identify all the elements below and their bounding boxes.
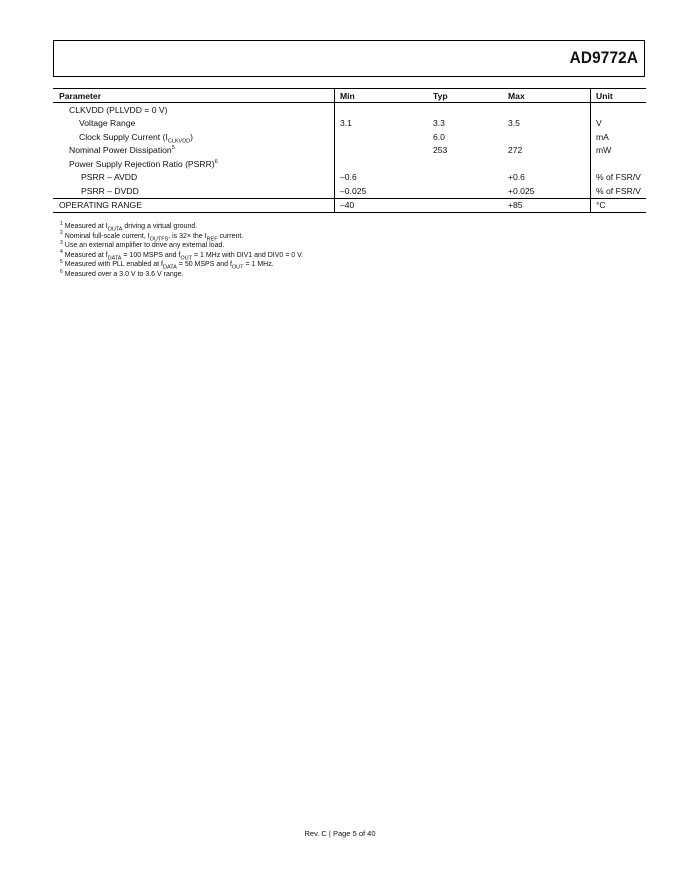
footnote-subscript: OUT (180, 255, 193, 262)
row-typ: 253 (433, 145, 448, 156)
footnote-text: current. (217, 232, 244, 240)
row-typ (428, 157, 503, 171)
footnote-text: Nominal full-scale current, I (64, 232, 150, 240)
footnote-text: Measured over a 3.0 V to 3.6 V range. (64, 270, 184, 278)
footnote-text: = 50 MSPS and f (176, 261, 232, 269)
row-parameter (53, 144, 335, 158)
row-min: –0.025 (340, 185, 367, 196)
parameter-subscript: CLKVDD (167, 138, 191, 145)
row-typ: 3.3 (433, 118, 445, 129)
footnote-text: Measured at I (64, 223, 108, 230)
row-unit: °C (591, 198, 647, 213)
table-row (53, 184, 646, 198)
table-row (53, 198, 646, 213)
row-typ (428, 184, 503, 198)
table-row (53, 171, 646, 185)
footnote-ref: 6 (214, 158, 218, 165)
footnote-text: = 1 MHz. (243, 261, 274, 269)
footnote-ref: 5 (171, 145, 175, 152)
footnote-number: 6 (60, 268, 63, 275)
row-max (503, 130, 591, 144)
column-header-max: Max (503, 89, 591, 103)
footnote-subscript: OUTA (107, 226, 123, 233)
specifications-table (53, 88, 646, 213)
footnote-text: Use an external amplifier to drive any external load. (64, 242, 225, 250)
row-parameter (53, 198, 335, 213)
row-parameter (53, 184, 335, 198)
row-max: 3.5 (503, 117, 591, 131)
footnote-subscript: OUT (231, 264, 244, 271)
row-min: –0.6 (340, 172, 357, 183)
row-max: +0.6 (503, 171, 591, 185)
table-row (53, 130, 646, 144)
footnote-text: , is 32× the I (168, 232, 207, 240)
footnote-text: driving a virtual ground. (122, 223, 198, 230)
row-unit (591, 103, 647, 117)
row-min: –40 (335, 198, 429, 213)
footnote-subscript: OUTFS (149, 235, 169, 242)
row-min (335, 103, 429, 117)
row-unit: % of FSR/V (596, 172, 641, 183)
parameter-text: Voltage Range (79, 118, 136, 129)
row-typ (428, 171, 503, 185)
row-typ: 6.0 (433, 131, 445, 142)
document-header (53, 40, 645, 77)
footnote (60, 222, 303, 232)
table-header-row (53, 89, 646, 103)
row-unit: % of FSR/V (596, 185, 641, 196)
row-parameter (53, 157, 335, 171)
row-parameter (53, 130, 335, 144)
column-header-parameter: Parameter (53, 89, 335, 103)
footnote (60, 270, 303, 280)
parameter-text: CLKVDD (PLLVDD = 0 V) (69, 104, 168, 115)
table-row (53, 144, 646, 158)
parameter-text: PSRR – DVDD (81, 185, 139, 196)
row-unit (591, 157, 647, 171)
footnote-text: = 100 MSPS and f (121, 251, 181, 259)
row-max (503, 157, 591, 171)
row-max: +85 (503, 198, 591, 213)
footnote-number: 4 (60, 249, 63, 256)
column-header-typ: Typ (428, 89, 503, 103)
footnote (60, 251, 303, 261)
row-parameter (53, 117, 335, 131)
footnote (60, 241, 303, 251)
parameter-tail: ) (190, 131, 194, 142)
row-parameter (53, 171, 335, 185)
column-header-min: Min (335, 89, 429, 103)
footnote-subscript: REF (206, 235, 218, 242)
footnote-text: Measured at f (64, 251, 108, 259)
footnotes (60, 222, 303, 280)
footnote-text: Measured with PLL enabled at f (64, 261, 163, 269)
footnote-number: 5 (60, 259, 63, 266)
column-header-unit: Unit (591, 89, 647, 103)
row-unit: mA (596, 131, 609, 142)
footnote (60, 260, 303, 270)
row-parameter (53, 103, 335, 117)
table-row (53, 117, 646, 131)
row-max: 272 (503, 144, 591, 158)
footnote-text: = 1 MHz with DIV1 and DIV0 = 0 V. (192, 251, 304, 259)
footnote (60, 232, 303, 242)
parameter-text: PSRR – AVDD (81, 172, 138, 183)
parameter-text: Clock Supply Current (I (79, 131, 168, 142)
row-min (335, 144, 429, 158)
table-row (53, 103, 646, 117)
footnote-number: 2 (60, 230, 63, 237)
row-min (335, 130, 429, 144)
table-row (53, 157, 646, 171)
row-max: +0.025 (503, 184, 591, 198)
footnote-subscript: DATA (162, 264, 177, 271)
row-min: 3.1 (340, 118, 352, 129)
row-unit: mW (596, 145, 612, 156)
footnote-number: 1 (60, 220, 63, 227)
row-typ (428, 103, 503, 117)
row-max (503, 103, 591, 117)
part-number: AD9772A (569, 48, 638, 67)
parameter-text: Nominal Power Dissipation (69, 145, 172, 156)
row-typ (428, 198, 503, 213)
footnote-subscript: DATA (107, 255, 122, 262)
parameter-text: OPERATING RANGE (59, 200, 142, 211)
page-footer: Rev. C | Page 5 of 40 (304, 829, 376, 838)
parameter-text: Power Supply Rejection Ratio (PSRR) (69, 158, 215, 169)
row-unit: V (596, 118, 602, 129)
footnote-number: 3 (60, 239, 63, 246)
row-min (335, 157, 429, 171)
